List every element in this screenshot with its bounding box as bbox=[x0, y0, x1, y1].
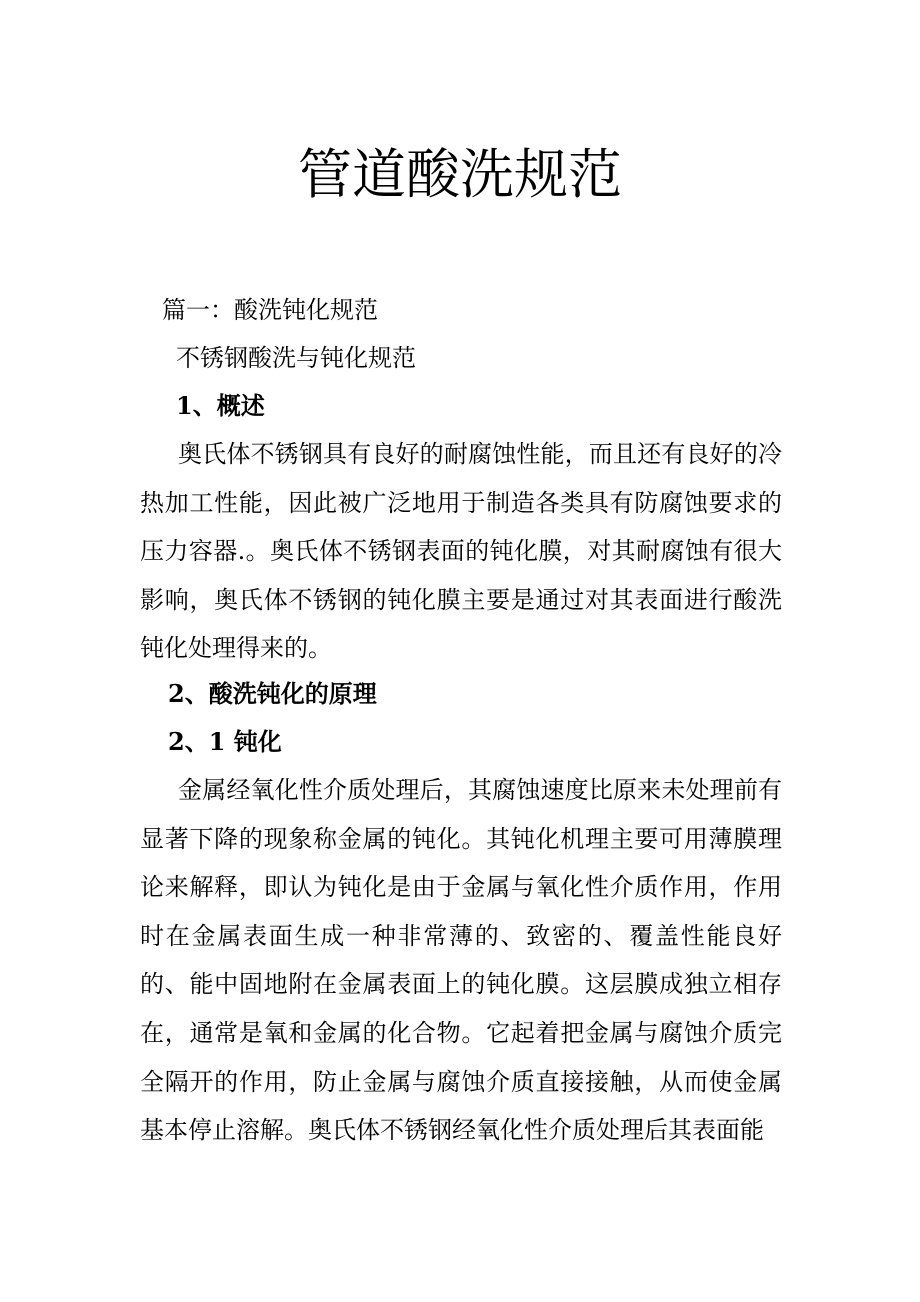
section-2-paragraph: 金属经氧化性介质处理后，其腐蚀速度比原来未处理前有显著下降的现象称金属的钝化。其钝化机理主要可用薄膜理论来解释，即认为钝化是由于金属与氧化性介质作用，作用时在金属表面生成一种非常薄的、致密的、覆盖性能良好的、能中固地附在金属表面上的钝化膜。这层膜成独立相存在，通常是氧和金属的化合物。它起着把金属与腐蚀介质完全隔开的作用，防止金属与腐蚀介质直接接触，从而使金属基本停止溶解。奥氏体不锈钢经氧化性介质处理后其表面能 bbox=[140, 776, 782, 1145]
section-2-heading: 2、酸洗钝化的原理 bbox=[168, 679, 377, 708]
document-title: 管道酸洗规范 bbox=[298, 143, 622, 206]
part-heading: 篇一：酸洗钝化规范 bbox=[162, 296, 378, 324]
subtitle: 不锈钢酸洗与钝化规范 bbox=[176, 344, 416, 372]
section-1-heading: 1、概述 bbox=[176, 391, 265, 420]
section-2-1-heading: 2、1 钝化 bbox=[168, 727, 282, 756]
section-1-paragraph: 奥氏体不锈钢具有良好的耐腐蚀性能，而且还有良好的冷热加工性能，因此被广泛地用于制造各类具有防腐蚀要求的压力容器.。奥氏体不锈钢表面的钝化膜，对其耐腐蚀有很大影响，奥氏体不锈钢的钝化膜主要是通过对其表面进行酸洗钝化处理得来的。 bbox=[140, 440, 782, 663]
